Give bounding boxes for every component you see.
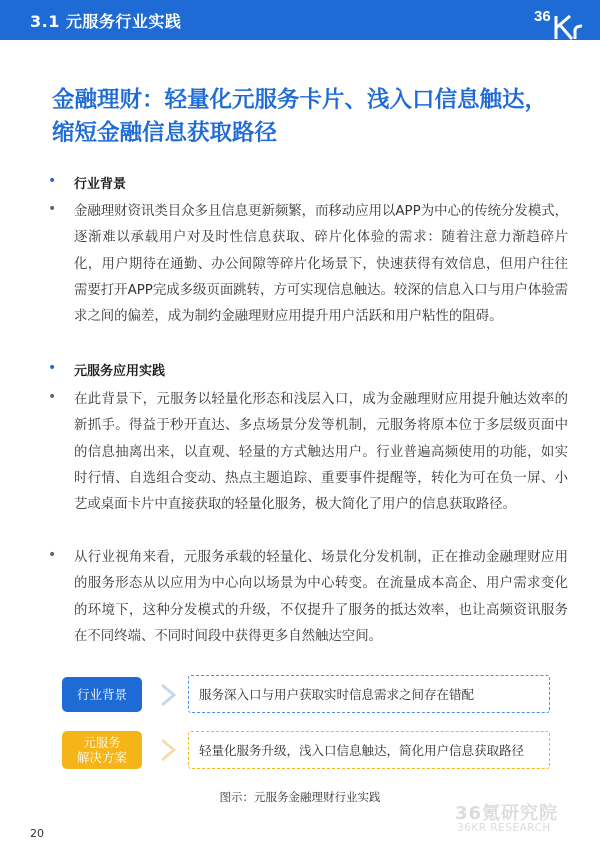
chevron-right-icon	[158, 737, 180, 763]
watermark-cn: 36氪研究院	[455, 803, 559, 824]
bullet-icon: •	[48, 360, 57, 376]
section-heading-row	[48, 360, 568, 382]
section-heading: 元服务应用实践	[74, 364, 166, 379]
paragraph: 从行业视角来看，元服务承载的轻量化、场景化分发机制，正在推动金融理财应用的服务形态从以应用为中心向以场景为中心转变。在流量成本高企、用户需求变化的环境下，这种分发模式的升级，不仅提升了服务的抵达效率，也让高频资讯服务在不同终端、不同时间段中获得更多自然触达空间。	[74, 550, 568, 644]
paragraph: 金融理财资讯类目众多且信息更新频繁，而移动应用以APP为中心的传统分发模式，逐渐难以承载用户对及时性信息获取、碎片化体验的需求：随着注意力渐趋碎片化，用户期待在通勤、办公间隙等碎片化场景下，快速获得有效信息，但用户往往需要打开APP完成多级页面跳转，方可实现信息触达。较深的信息入口与用户体验需求之间的偏差，成为制约金融理财应用提升用户活跃和用户粘性的阻碍。	[74, 204, 568, 325]
page-header	[0, 0, 600, 40]
bullet-icon: •	[48, 389, 57, 405]
watermark-en: 36KR RESEARCH	[457, 822, 551, 834]
diagram-box-background	[188, 675, 550, 713]
bullet-icon: •	[48, 173, 57, 189]
paragraph-row	[48, 545, 568, 650]
section-paragraph	[48, 387, 568, 518]
chevron-right-icon	[158, 682, 180, 708]
diagram-box-text: 服务深入口与用户获取实时信息需求之间存在错配	[199, 687, 475, 702]
paragraph-row	[48, 387, 568, 518]
diagram-box-solution	[188, 731, 550, 769]
svg-text:36: 36	[534, 8, 551, 25]
bullet-icon: •	[48, 547, 57, 563]
diagram-label-text: 行业背景	[76, 687, 127, 702]
page-number: 20	[30, 827, 44, 840]
figure-caption: 图示：元服务金融理财行业实践	[219, 790, 381, 804]
section-heading-row	[48, 173, 568, 195]
36kr-logo	[532, 4, 588, 40]
diagram-label-solution	[62, 731, 142, 769]
section-practice	[48, 360, 568, 382]
diagram-box-text: 轻量化服务升级，浅入口信息触达，简化用户信息获取路径	[199, 743, 525, 758]
diagram-label-background	[62, 677, 142, 712]
label-line-2: 解决方案	[76, 750, 127, 765]
label-line-1: 元服务	[83, 735, 121, 750]
section-title: 3.1 元服务行业实践	[30, 12, 182, 31]
main-title: 金融理财：轻量化元服务卡片、浅入口信息触达，缩短金融信息获取路径	[52, 87, 548, 146]
section-heading: 行业背景	[74, 177, 127, 192]
section-paragraph	[48, 199, 568, 330]
section-industry-background	[48, 173, 568, 195]
section-paragraph	[48, 545, 568, 650]
bullet-icon: •	[48, 201, 57, 217]
paragraph-row	[48, 199, 568, 330]
diagram-label-text	[77, 735, 127, 765]
paragraph: 在此背景下，元服务以轻量化形态和浅层入口，成为金融理财应用提升触达效率的新抓手。得益于秒开直达、多点场景分发等机制，元服务将原本位于多层级页面中的信息抽离出来，以直观、轻量的方式触达用户。行业普遍高频使用的功能，如实时行情、自选组合变动、热点主题追踪、重要事件提醒等，转化为可在负一屏、小艺或桌面卡片中直接获取的轻量化服务，极大简化了用户的信息获取路径。	[74, 392, 568, 513]
